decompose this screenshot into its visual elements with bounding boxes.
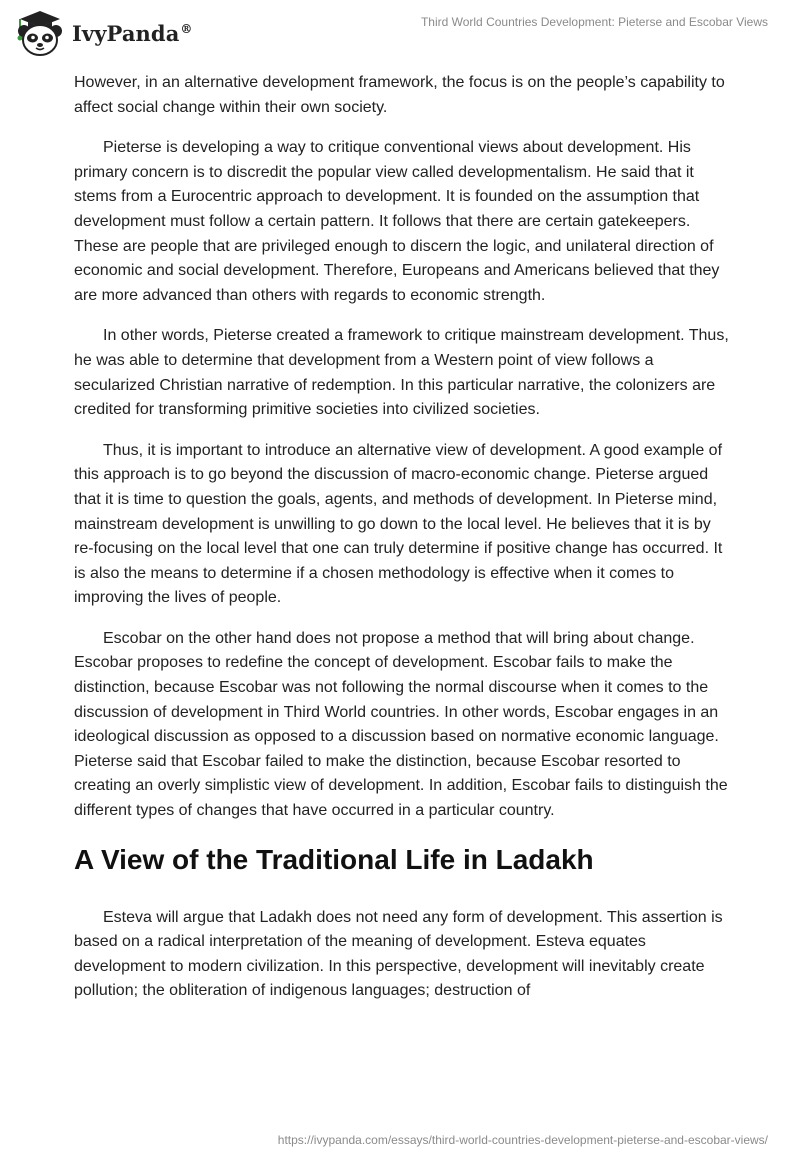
- ivypanda-logo[interactable]: [14, 7, 193, 57]
- paragraph: However, in an alternative development framework, the focus is on the people’s capability to affect social change within their own society.: [74, 74, 725, 116]
- brand-name: [72, 21, 193, 46]
- section-heading: A View of the Traditional Life in Ladakh: [74, 843, 594, 875]
- paragraph: Escobar on the other hand does not propose a method that will bring about change. Escobar proposes to redefine the concept of development. Escobar fails to make the distinction, because Escobar was not following the normal discourse when it comes to the discussion of development in Third World countries. In other words, Escobar engages in an ideological discussion as opposed to a discussion based on normative economic language. Pieterse said that Escobar failed to make the distinction, because Escobar resorted to creating an overly simplistic view of development. In addition, Escobar fails to distinguish the different types of changes that have occurred in a particular country.: [74, 629, 728, 820]
- paragraph: Pieterse is developing a way to critique conventional views about development. His primary concern is to discredit the popular view called developmentalism. He said that it stems from a Eurocentric approach to development. It is founded on the assumption that development must follow a certain pattern. It follows that there are certain gatekeepers. These are people that are privileged enough to discern the logic, and unilateral direction of economic and social development. Therefore, Europeans and Americans believed that they are more advanced than others with regards to economic strength.: [74, 139, 720, 304]
- paragraph: Thus, it is important to introduce an alternative view of development. A good example of this approach is to go beyond the discussion of macro-economic change. Pieterse argued that it is time to question the goals, agents, and methods of development. In Pieterse mind, mainstream development is unwilling to go down to the local level. He believes that it is by re-focusing on the local level that one can truly determine if positive change has occurred. It is also the means to determine if a chosen methodology is effective when it comes to improving the lives of people.: [74, 441, 723, 607]
- paragraph: In other words, Pieterse created a framework to critique mainstream development. Thus, he was able to determine that development from a Western point of view follows a secularized Christian narrative of redemption. In this particular narrative, the colonizers are credited for transforming primitive societies into civilized societies.: [74, 327, 729, 419]
- registered-mark: ®: [180, 21, 193, 36]
- essay-body: [74, 71, 734, 1020]
- document-title: Third World Countries Development: Pieterse and Escobar Views: [420, 15, 768, 29]
- page-header: [0, 0, 800, 66]
- brand-name-text: IvyPanda: [72, 20, 180, 46]
- paragraph: Esteva will argue that Ladakh does not need any form of development. This assertion is based on a radical interpretation of the meaning of development. Esteva equates development to modern civilization. In this perspective, development will inevitably create pollution; the obliteration of indigenous languages; destruction of: [74, 908, 723, 1000]
- panda-graduate-icon: [14, 7, 66, 57]
- source-url[interactable]: https://ivypanda.com/essays/third-world-countries-development-pieterse-and-escobar-views/: [277, 1133, 768, 1147]
